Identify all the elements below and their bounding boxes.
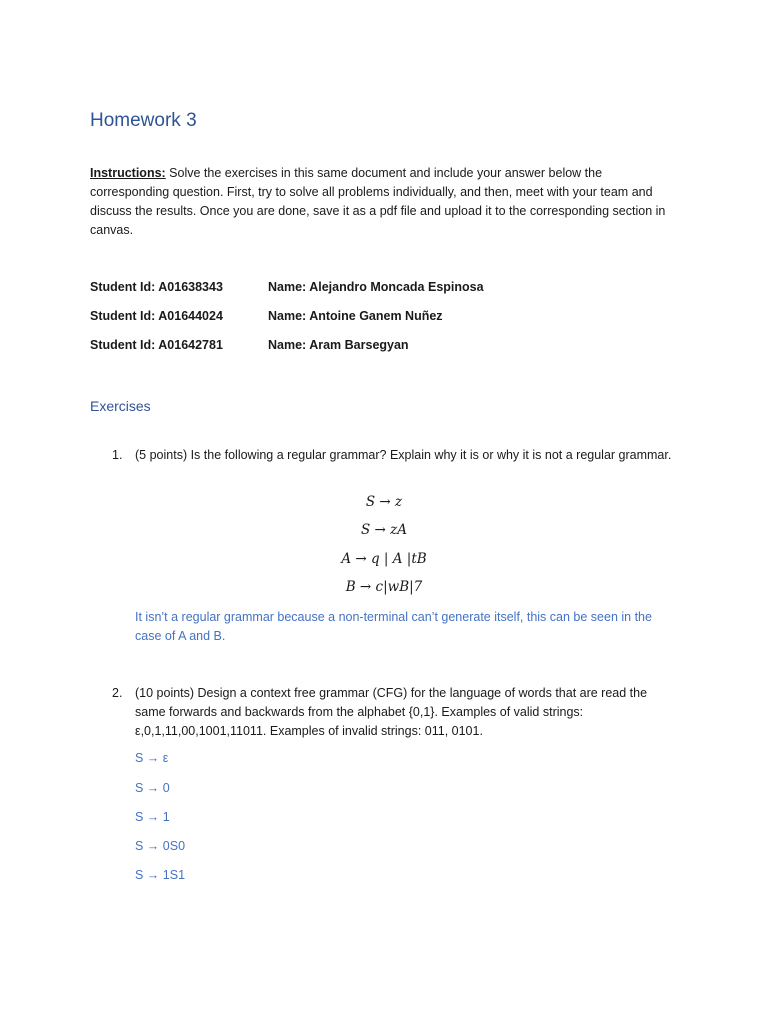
student-row xyxy=(90,280,690,309)
question-number: 2. xyxy=(112,686,123,700)
grammar-rule: B → c|wB|7 xyxy=(345,579,423,595)
student-name: Name: Antoine Ganem Nuñez xyxy=(268,309,443,323)
answer-rule: S → ε xyxy=(135,751,169,765)
answer-rule: S → 1S1 xyxy=(135,868,186,882)
question-text: (5 points) Is the following a regular grammar? Explain why it is or why it is not a regular grammar. xyxy=(135,448,672,462)
section-heading: Exercises xyxy=(90,398,151,414)
grammar-rule: S → z xyxy=(365,494,403,510)
student-row xyxy=(90,338,690,367)
student-name: Name: Aram Barsegyan xyxy=(268,338,409,352)
question-2 xyxy=(90,684,680,741)
student-id: Student Id: A01644024 xyxy=(90,309,223,323)
instructions-label: Instructions: xyxy=(90,166,166,180)
student-name: Name: Alejandro Moncada Espinosa xyxy=(268,280,484,294)
student-id: Student Id: A01638343 xyxy=(90,280,223,294)
question-1 xyxy=(90,446,680,465)
student-list xyxy=(90,280,690,367)
student-id: Student Id: A01642781 xyxy=(90,338,223,352)
answer-text: It isn’t a regular grammar because a non-terminal can’t generate itself, this can be seen in the case of A and B. xyxy=(135,610,652,643)
answer-rule: S → 0S0 xyxy=(135,839,186,853)
answer-rule: S → 0 xyxy=(135,781,170,795)
grammar-rule: A → q | A |tB xyxy=(341,551,427,567)
grammar-rule: S → zA xyxy=(360,522,407,538)
question-number: 1. xyxy=(112,448,123,462)
instructions-text: Solve the exercises in this same document and include your answer below the corresponding question. First, try to solve all problems individually, and then, meet with your team and discuss the results. Once you are done, save it as a pdf file and upload it to the corresponding section in canvas. xyxy=(90,166,666,237)
student-row xyxy=(90,309,690,338)
question-text: (10 points) Design a context free grammar (CFG) for the language of words that are read the same forwards and backwards from the alphabet {0,1}. Examples of valid strings: ε,0,1,11,00,1001,11011. Examples of invalid strings: 011, 0101. xyxy=(135,686,648,738)
answer-rule: S → 1 xyxy=(135,810,170,824)
instructions-paragraph xyxy=(90,164,680,240)
document-title: Homework 3 xyxy=(90,110,197,131)
